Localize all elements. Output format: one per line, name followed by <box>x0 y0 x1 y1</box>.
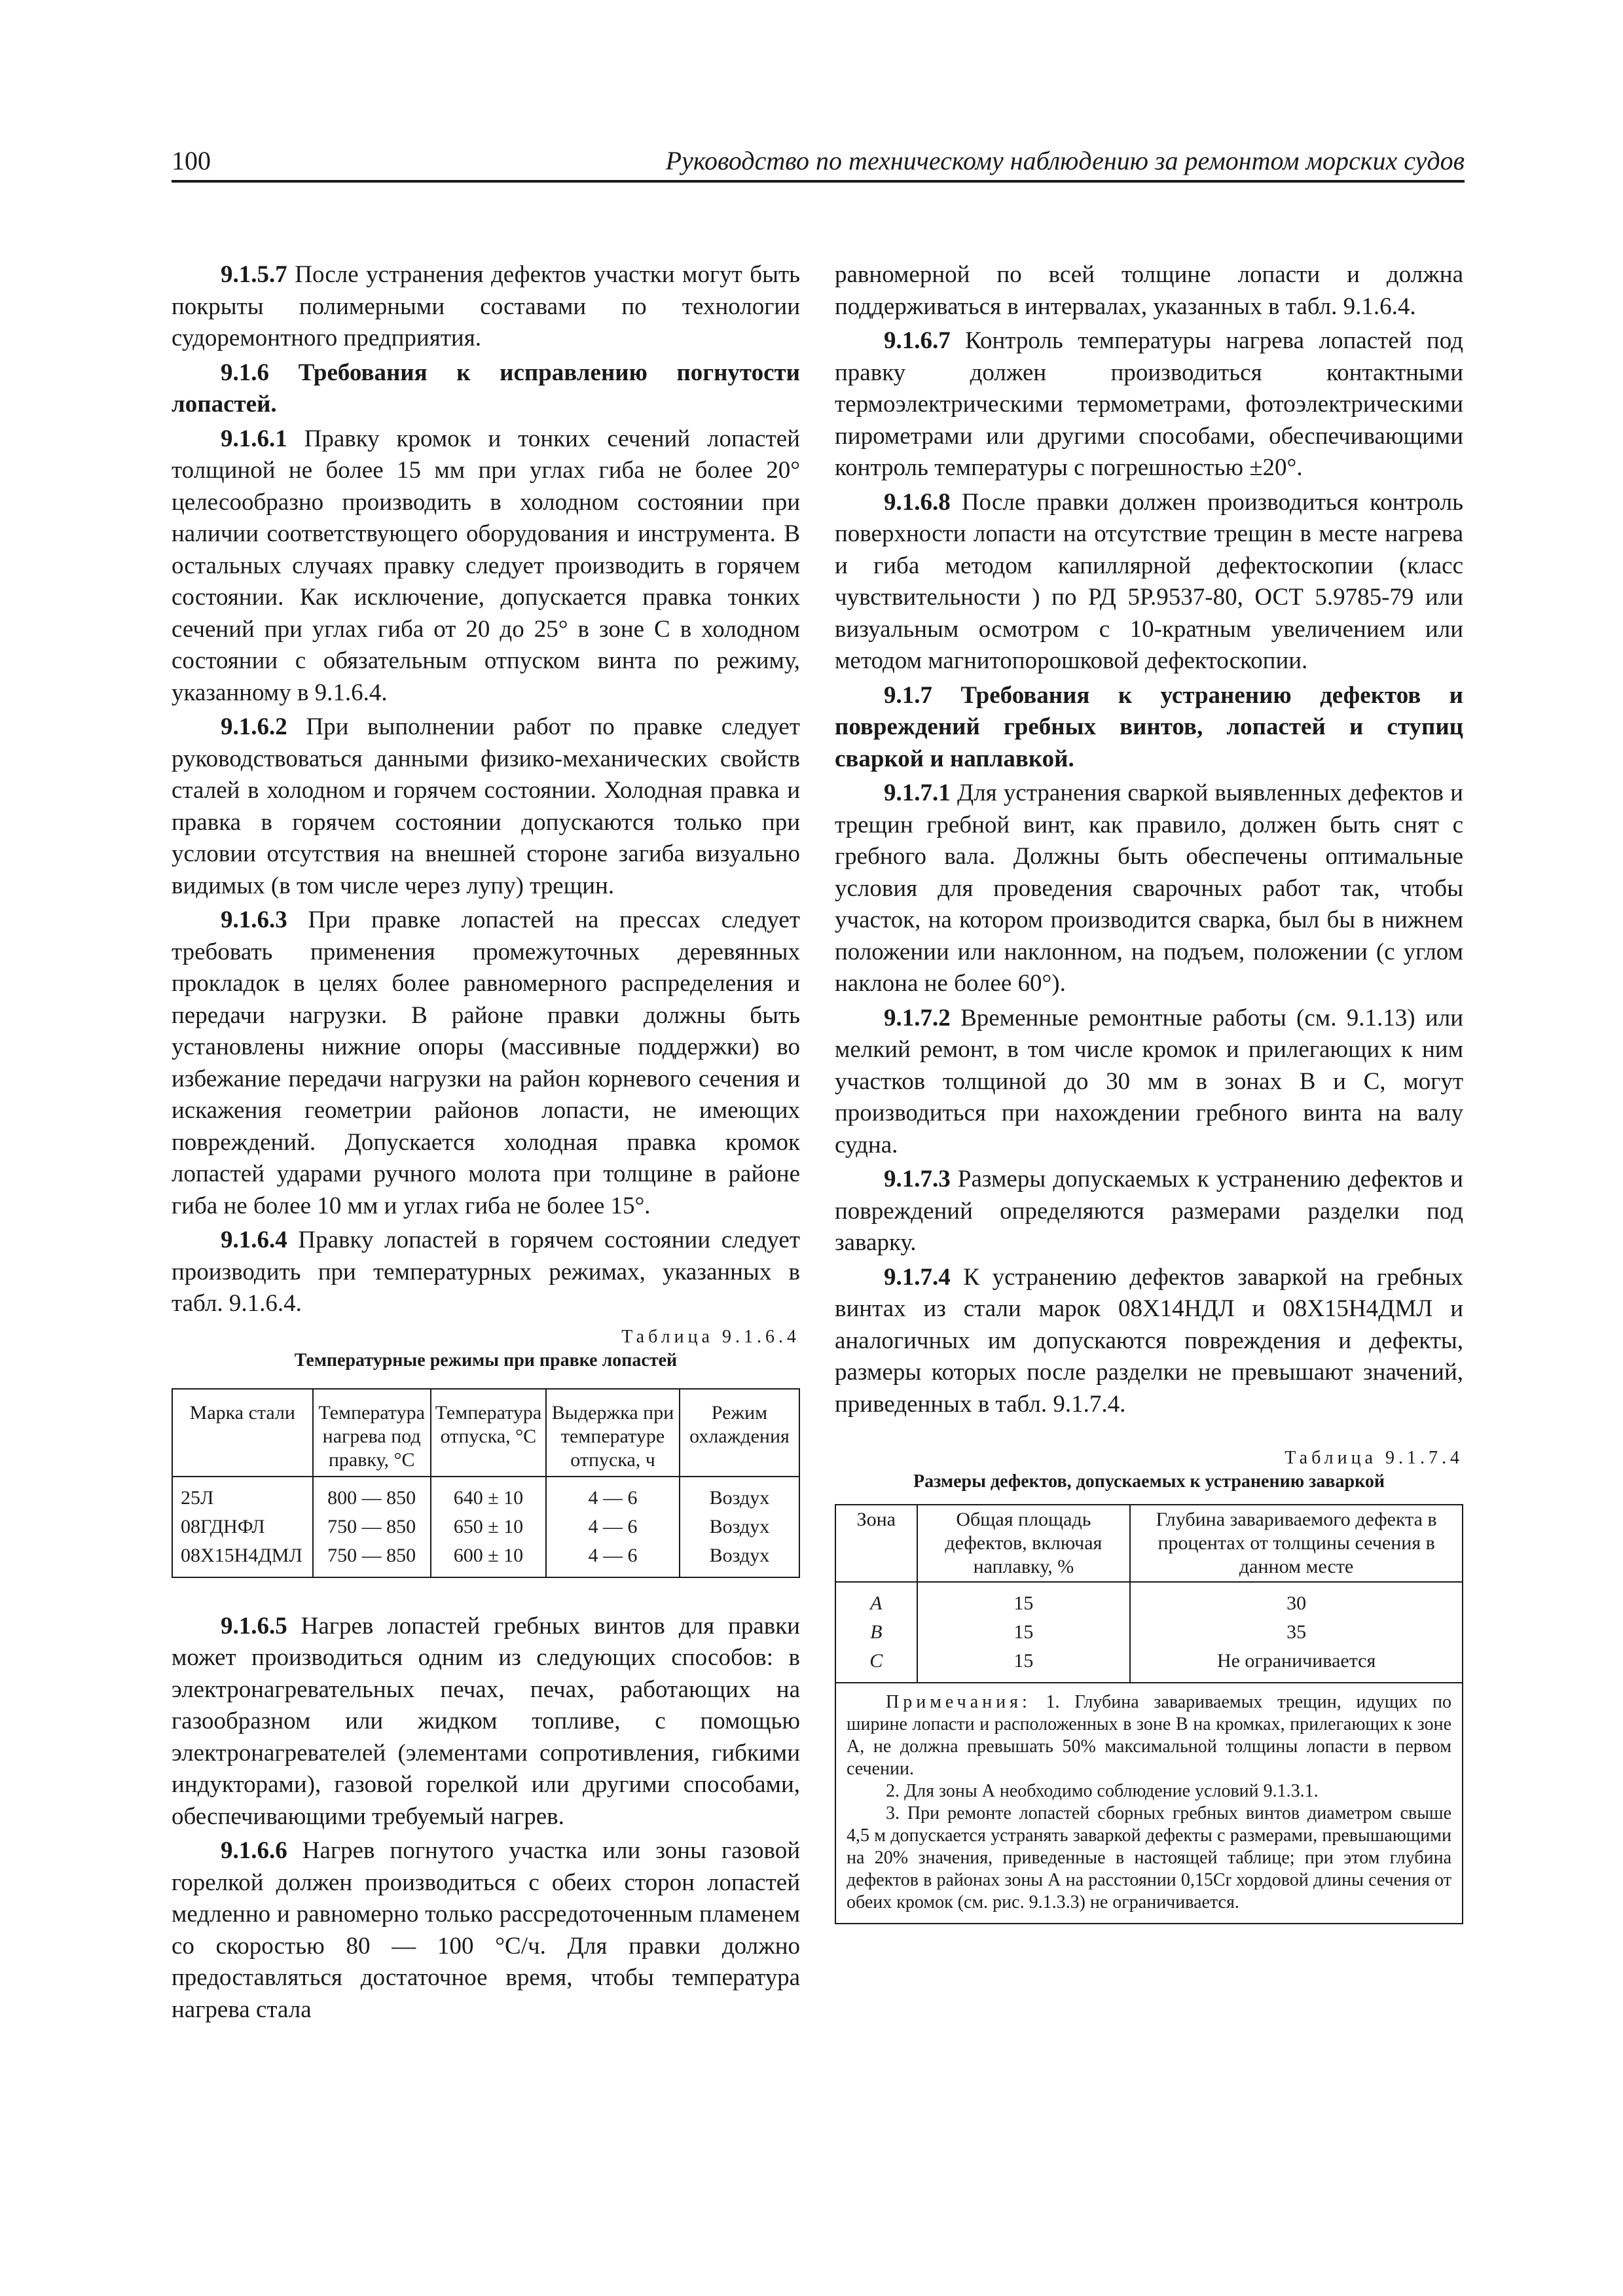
note-2: 2. Для зоны А необходимо соблюдение условий 9.1.3.1. <box>886 1781 1319 1801</box>
table-cell: С <box>835 1647 917 1683</box>
table-row <box>172 1513 799 1541</box>
clause-number: 9.1.5.7 <box>221 261 287 288</box>
header-rule <box>172 180 1465 183</box>
paragraph-text: К устранению дефектов заваркой на гребных винтах из стали марок 08Х14НДЛ и 08Х15Н4ДМЛ и аналогичных им допускаются повреждения и дефекты, размеры которых после разделки не превышают значений, приведенных в табл. 9.1.7.4. <box>835 1263 1463 1418</box>
table-cell: 15 <box>917 1647 1131 1683</box>
paragraph-9-1-6-2 <box>172 711 800 902</box>
paragraph-9-1-6-4 <box>172 1225 800 1320</box>
clause-number: 9.1.6.8 <box>884 488 951 516</box>
clause-number: 9.1.7.4 <box>884 1263 951 1291</box>
paragraph-text: При правке лопастей на прессах следует требовать применения промежуточных деревянных прокладок в целях более равномерного распределения и передачи нагрузки. В районе правки должны быть установлены нижние опоры (массивные поддержки) во избежание передачи нагрузки на район корневого сечения и искажения геометрии районов лопасти, не имеющих повреждений. Допускается холодная правка кромок лопастей ударами ручного молота при толщине в районе гиба не более 10 мм и углах гиба не более 15°. <box>172 906 800 1219</box>
paragraph-9-1-6-7 <box>835 325 1463 484</box>
paragraph-text: После правки должен производиться контроль поверхности лопасти на отсутствие трещин в месте нагрева и гиба методом капиллярной дефектоскопии (класс чувствительности ) по РД 5Р.9537-80, ОСТ 5.9785-79 или визуальным осмотром с 10-кратным увеличением или методом магнитопорошковой дефектоскопии. <box>835 488 1463 674</box>
clause-number: 9.1.6.3 <box>221 906 287 933</box>
table-row <box>835 1647 1463 1683</box>
table-cell: 640 ± 10 <box>431 1477 546 1513</box>
paragraph-text: Размеры допускаемых к устранению дефектов и повреждений определяются размерами разделки под заварку. <box>835 1166 1463 1256</box>
table-cell: А <box>835 1582 917 1618</box>
table-title: Температурные режимы при правке лопастей <box>294 1350 678 1371</box>
table-header-row <box>172 1389 799 1477</box>
column-header: Выдержка при температуре отпуска, ч <box>546 1389 680 1477</box>
table-cell: 15 <box>917 1582 1131 1618</box>
clause-number: 9.1.6.5 <box>221 1612 287 1640</box>
table-cell: 25Л <box>172 1477 313 1513</box>
table-cell: 08Х15Н4ДМЛ <box>172 1541 313 1577</box>
note-3: 3. При ремонте лопастей сборных гребных винтов диаметром свыше 4,5 м допускается устранять заваркой дефекты с размерами, превышающими на 20% значения, приведенные в настоящей таблице; при этом глубина дефектов в районах зоны А на расстоянии 0,15Сr хордовой длины сечения от обеих кромок (см. рис. 9.1.3.3) не ограничивается. <box>847 1803 1451 1912</box>
paragraph-9-1-7-4 <box>835 1262 1463 1421</box>
column-header: Зона <box>835 1505 917 1582</box>
clause-number: 9.1.6.2 <box>221 713 287 740</box>
table-title: Размеры дефектов, допускаемых к устранению заваркой <box>913 1471 1385 1492</box>
table-caption: Таблица 9.1.6.4 <box>621 1326 800 1347</box>
defect-sizes-table <box>835 1504 1463 1683</box>
table-cell: 30 <box>1130 1582 1463 1618</box>
table-cell: В <box>835 1618 917 1647</box>
column-header: Марка стали <box>172 1389 313 1477</box>
clause-number: 9.1.7.2 <box>884 1004 951 1031</box>
paragraph-text: Нагрев погнутого участка или зоны газовой горелкой должен производиться с обеих сторон лопастей медленно и равномерно только рассредоточенным пламенем со скоростью 80 — 100 °С/ч. Для правки должно предоставляться достаточное время, чтобы температура нагрева стала <box>172 1837 800 2023</box>
right-column <box>835 259 1463 1924</box>
section-heading-9-1-7: 9.1.7 Требования к устранению дефектов и повреждений гребных винтов, лопастей и ступиц сваркой и наплавкой. <box>835 681 1463 772</box>
note-text: 1. Глубина завариваемых трещин, идущих по ширине лопасти и расположенных в зоне В на кромках, прилегающих к зоне А, не должна превышать 50% максимальной толщины лопасти в первом сечении. <box>847 1692 1451 1779</box>
paragraph-text: При выполнении работ по правке следует руководствоваться данными физико-механических свойств сталей в холодном и горячем состоянии. Холодная правка и правка в горячем состоянии допускаются только при условии отсутствия на внешней стороне загиба визуально видимых (в том числе через лупу) трещин. <box>172 713 800 899</box>
paragraph-9-1-6-1 <box>172 423 800 709</box>
paragraph-text: Правку кромок и тонких сечений лопастей толщиной не более 15 мм при углах гиба не более 20° целесообразно производить в холодном состоянии при наличии соответствующего оборудования и инструмента. В остальных случаях правку следует производить в горячем состоянии. Как исключение, допускается правка тонких сечений при углах гиба от 20 до 25° в зоне С в холодном состоянии с обязательным отпуском винта по режиму, указанному в 9.1.6.4. <box>172 425 800 706</box>
table-row <box>172 1541 799 1577</box>
paragraph-9-1-7-2 <box>835 1003 1463 1162</box>
column-header: Температура нагрева под правку, °С <box>313 1389 431 1477</box>
paragraph-text: Для устранения сваркой выявленных дефектов и трещин гребной винт, как правило, должен быть снят с гребного вала. Должны быть обеспечены оптимальные условия для проведения сварочных работ так, чтобы участок, на котором производится сварка, был бы в нижнем положении или наклонном, на подъем, положении (с углом наклона не более 60°). <box>835 780 1463 997</box>
paragraph-9-1-7-1 <box>835 778 1463 1000</box>
note-1 <box>847 1691 1451 1780</box>
table-row <box>835 1582 1463 1618</box>
paragraph-9-1-6-8 <box>835 487 1463 677</box>
table-cell: 15 <box>917 1618 1131 1647</box>
paragraph-9-1-6-3 <box>172 905 800 1222</box>
table-cell: 4 — 6 <box>546 1477 680 1513</box>
table-cell: 08ГДНФЛ <box>172 1513 313 1541</box>
table-cell: Воздух <box>680 1541 799 1577</box>
table-cell: 4 — 6 <box>546 1513 680 1541</box>
table-header-row <box>835 1505 1463 1582</box>
table-row <box>172 1477 799 1513</box>
paragraph-continuation: равномерной по всей толщине лопасти и должна поддерживаться в интервалах, указанных в табл. 9.1.6.4. <box>835 261 1463 320</box>
table-cell: Воздух <box>680 1513 799 1541</box>
table-cell: Воздух <box>680 1477 799 1513</box>
paragraph-text: Контроль температуры нагрева лопастей под правку должен производиться контактными термоэлектрическими термометрами, фотоэлектрическими пирометрами или другими способами, обеспечивающими контроль температуры с погрешностью ±20°. <box>835 327 1463 481</box>
column-header: Температура отпуска, °С <box>431 1389 546 1477</box>
column-header: Глубина завариваемого дефекта в процентах от толщины сечения в данном месте <box>1130 1505 1463 1582</box>
table-notes <box>835 1683 1463 1924</box>
paragraph-9-1-7-3 <box>835 1164 1463 1259</box>
table-cell: 750 — 850 <box>313 1541 431 1577</box>
table-cell: 600 ± 10 <box>431 1541 546 1577</box>
running-title: Руководство по техническому наблюдению за ремонтом морских судов <box>665 146 1465 175</box>
left-column <box>172 259 800 2026</box>
table-cell: 35 <box>1130 1618 1463 1647</box>
clause-number: 9.1.7.3 <box>884 1166 951 1193</box>
section-heading-9-1-6: 9.1.6 Требования к исправлению погнутости лопастей. <box>172 359 800 418</box>
table-cell: Не ограничивается <box>1130 1647 1463 1683</box>
paragraph-9-1-6-5 <box>172 1611 800 1833</box>
paragraph-text: Временные ремонтные работы (см. 9.1.13) или мелкий ремонт, в том числе кромок и прилегающих к ним участков толщиной до 30 мм в зонах В и С, могут производиться при нахождении гребного винта на валу судна. <box>835 1004 1463 1158</box>
column-header: Режим охлаждения <box>680 1389 799 1477</box>
table-row <box>835 1618 1463 1647</box>
clause-number: 9.1.6.6 <box>221 1837 287 1864</box>
clause-number: 9.1.6.4 <box>221 1227 287 1253</box>
temperature-modes-table <box>172 1388 800 1578</box>
column-header: Общая площадь дефектов, включая наплавку, % <box>917 1505 1131 1582</box>
table-cell: 4 — 6 <box>546 1541 680 1577</box>
clause-number: 9.1.6.7 <box>884 327 951 354</box>
paragraph-9-1-6-6 <box>172 1835 800 2026</box>
table-caption: Таблица 9.1.7.4 <box>1285 1448 1463 1468</box>
table-cell: 750 — 850 <box>313 1513 431 1541</box>
paragraph-9-1-5-7 <box>172 259 800 355</box>
paragraph-text: Правку лопастей в горячем состоянии следует производить при температурных режимах, указанных в табл. 9.1.6.4. <box>172 1227 800 1317</box>
table-cell: 800 — 850 <box>313 1477 431 1513</box>
paragraph-text: Нагрев лопастей гребных винтов для правки может производиться одним из следующих способов: в электронагревательных печах, печах, работающих на газообразном или жидком топливе, с помощью электронагревателей (элементами сопротивления, гибкими индукторами), газовой горелкой или другими способами, обеспечивающими требуемый нагрев. <box>172 1612 800 1830</box>
paragraph-text: После устранения дефектов участки могут быть покрыты полимерными составами по технологии судоремонтного предприятия. <box>172 261 800 351</box>
notes-label: Примечания: <box>886 1692 1031 1712</box>
clause-number: 9.1.7.1 <box>884 780 951 806</box>
clause-number: 9.1.6.1 <box>221 425 287 452</box>
page-number: 100 <box>172 146 211 175</box>
table-cell: 650 ± 10 <box>431 1513 546 1541</box>
